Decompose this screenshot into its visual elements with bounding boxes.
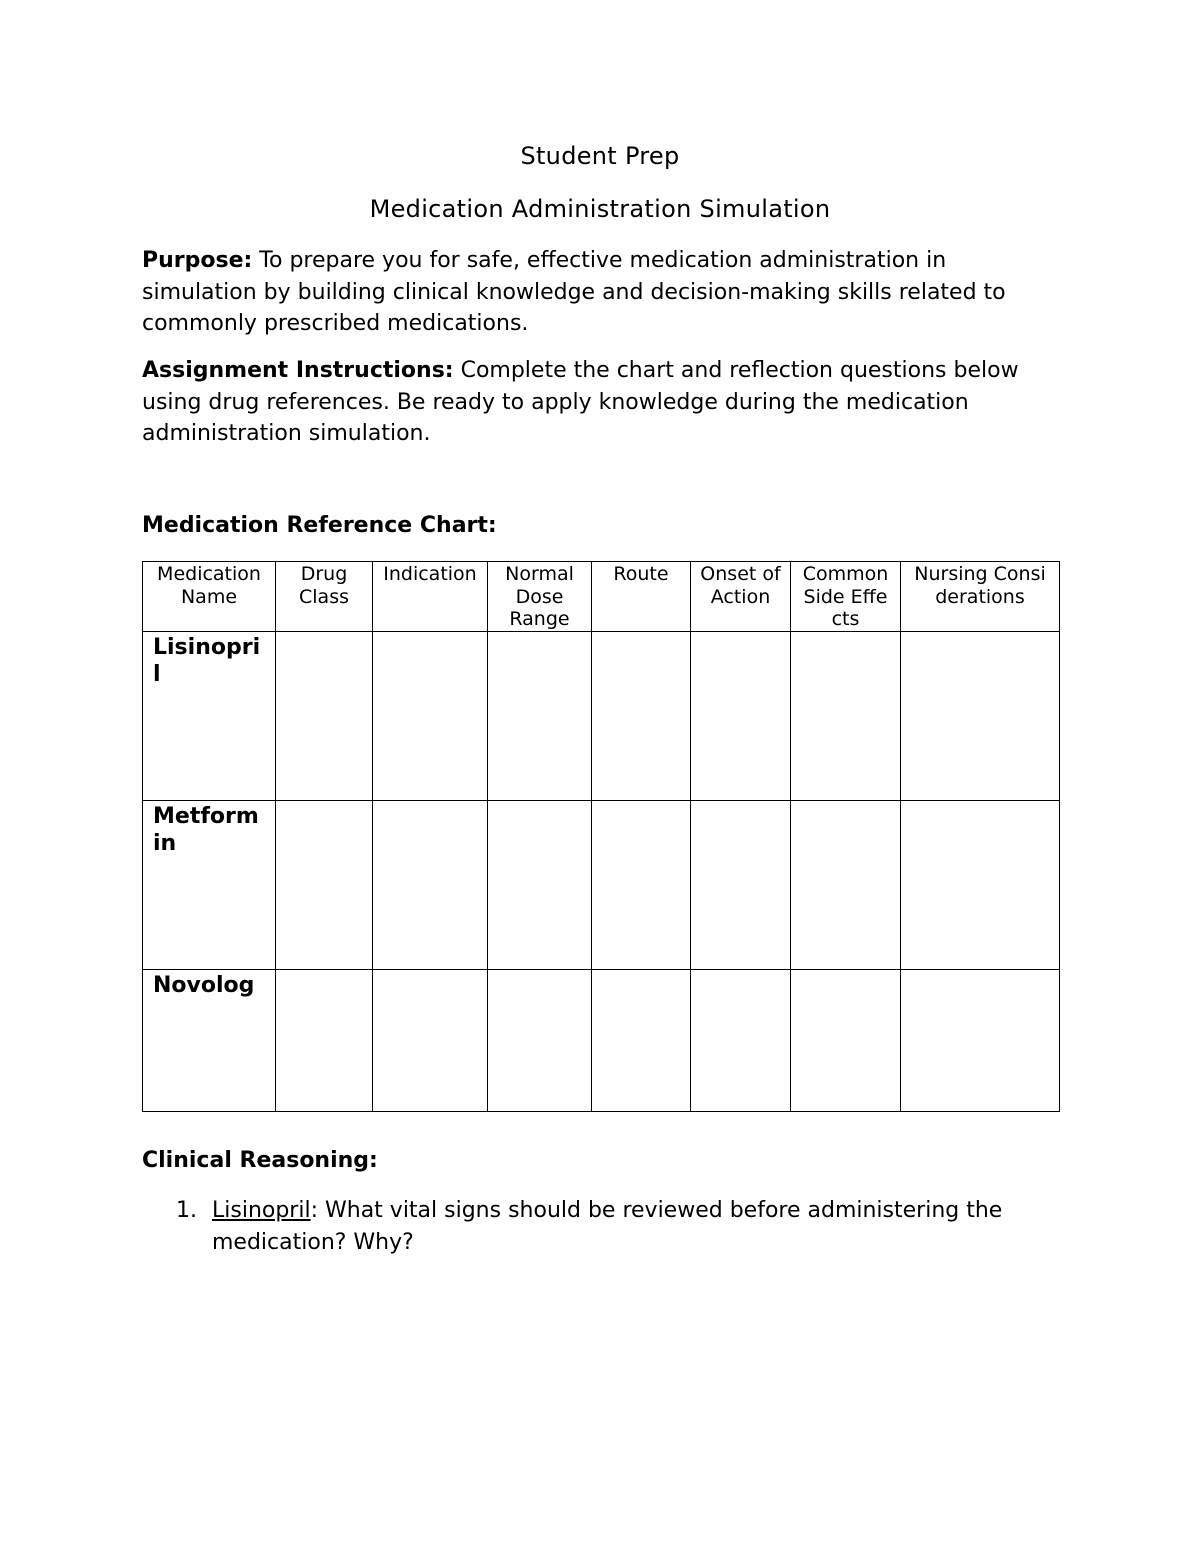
instructions-label: Assignment Instructions: (142, 358, 454, 383)
route-input-cell[interactable] (592, 970, 691, 1112)
onset-input-cell[interactable] (691, 801, 791, 970)
list-item (142, 1195, 1062, 1258)
side-effects-input-cell[interactable] (791, 801, 901, 970)
purpose-label: Purpose: (142, 248, 253, 273)
instructions-paragraph (142, 355, 1042, 450)
instructions-text: Complete the chart and reflection questions below using drug references. Be ready to apply knowledge during the medication administration simulation. (142, 358, 1019, 446)
chart-heading: Medication Reference Chart: (142, 513, 497, 538)
drug-class-input-cell[interactable] (276, 970, 373, 1112)
question-number: 1. (176, 1198, 197, 1223)
header-cell: Normal Dose Range (488, 562, 592, 632)
medication-name-cell: Novolog (143, 970, 276, 1112)
onset-input-cell[interactable] (691, 970, 791, 1112)
document-title: Student Prep (520, 142, 680, 170)
side-effects-input-cell[interactable] (791, 970, 901, 1112)
drug-class-input-cell[interactable] (276, 632, 373, 801)
table-header-row (143, 562, 1060, 632)
purpose-text: To prepare you for safe, effective medication administration in simulation by building clinical knowledge and decision-making skills related to commonly prescribed medications. (142, 248, 1006, 336)
question-text: : What vital signs should be reviewed before administering the medication? Why? (212, 1198, 1003, 1255)
purpose-paragraph (142, 245, 1042, 340)
table-row (143, 970, 1060, 1112)
indication-input-cell[interactable] (373, 632, 488, 801)
dose-range-input-cell[interactable] (488, 801, 592, 970)
clinical-reasoning-heading: Clinical Reasoning: (142, 1148, 378, 1173)
dose-range-input-cell[interactable] (488, 632, 592, 801)
header-cell: Drug Class (276, 562, 373, 632)
header-cell: Route (592, 562, 691, 632)
drug-class-input-cell[interactable] (276, 801, 373, 970)
dose-range-input-cell[interactable] (488, 970, 592, 1112)
table-row (143, 632, 1060, 801)
indication-input-cell[interactable] (373, 801, 488, 970)
document-subtitle: Medication Administration Simulation (369, 195, 831, 223)
table-row (143, 801, 1060, 970)
route-input-cell[interactable] (592, 801, 691, 970)
medication-name-cell: Lisinopril (143, 632, 276, 801)
header-cell: Medication Name (143, 562, 276, 632)
medication-name-cell: Metformin (143, 801, 276, 970)
side-effects-input-cell[interactable] (791, 632, 901, 801)
questions-list (142, 1195, 1062, 1258)
medication-reference-table (142, 561, 1060, 1112)
nursing-considerations-input-cell[interactable] (901, 801, 1060, 970)
nursing-considerations-input-cell[interactable] (901, 970, 1060, 1112)
indication-input-cell[interactable] (373, 970, 488, 1112)
onset-input-cell[interactable] (691, 632, 791, 801)
header-cell: Common Side Effects (791, 562, 901, 632)
nursing-considerations-input-cell[interactable] (901, 632, 1060, 801)
header-cell: Indication (373, 562, 488, 632)
question-drug-name: Lisinopril (212, 1198, 311, 1223)
header-cell: Onset of Action (691, 562, 791, 632)
route-input-cell[interactable] (592, 632, 691, 801)
header-cell: Nursing Considerations (901, 562, 1060, 632)
